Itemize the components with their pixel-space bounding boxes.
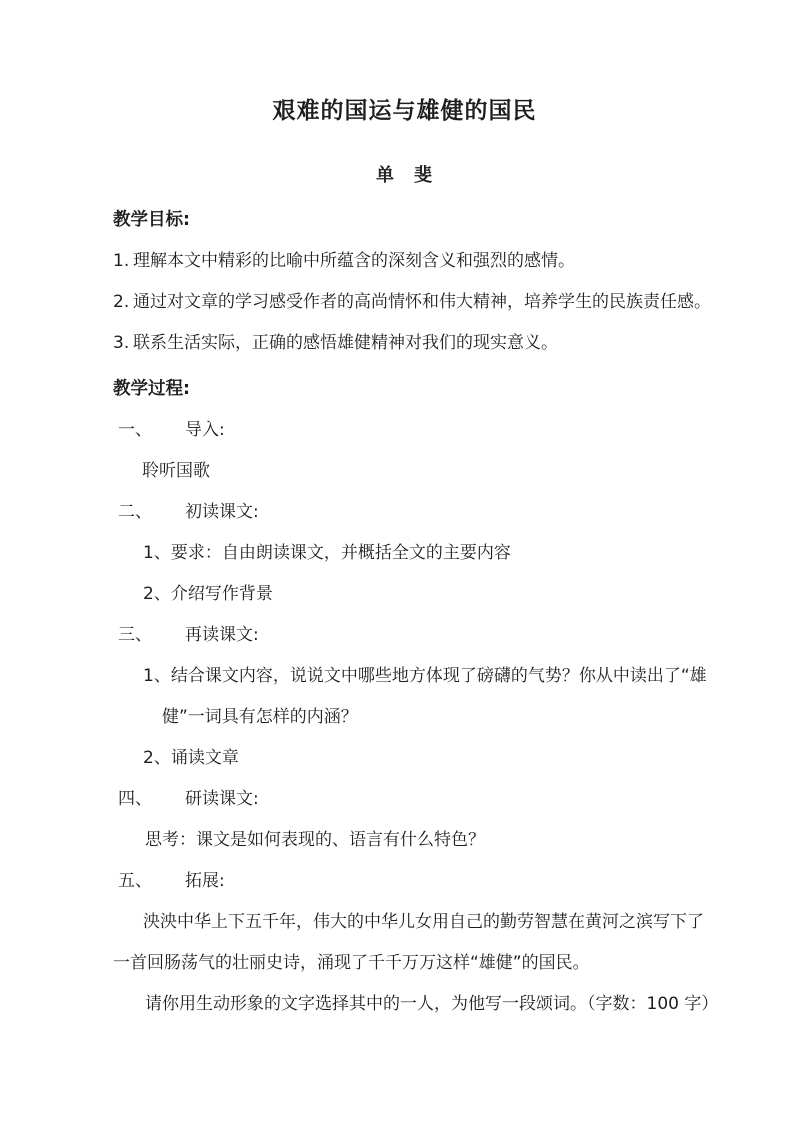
step-3-sub-1-marker: 1、 [143, 666, 171, 686]
objective-2-marker: 2. [113, 292, 130, 312]
heading-teaching-process [113, 369, 696, 410]
objective-3 [113, 323, 696, 364]
step-2-sub-1-text: 要求：自由朗读课文，并概括全文的主要内容 [170, 543, 511, 563]
step-3-sub-2-marker: 2、 [143, 748, 171, 768]
objective-3-text: 联系生活实际，正确的感悟雄健精神对我们的现实意义。 [133, 333, 558, 353]
objective-2 [113, 282, 711, 323]
extension-para-line-1-text: 泱泱中华上下五千年，伟大的中华儿女用自己的勤劳智慧在黄河之滨写下了 [143, 912, 704, 932]
step-1-label: 导入: [185, 420, 225, 440]
step-5-label: 拓展: [185, 871, 225, 891]
step-5-extension [113, 861, 696, 902]
objective-1-text: 理解本文中精彩的比喻中所蕴含的深刻含义和强烈的感情。 [133, 251, 575, 271]
step-1-intro [113, 410, 696, 451]
objective-1-marker: 1. [113, 251, 130, 271]
step-4-marker: 四、 [118, 789, 152, 809]
step-5-marker: 五、 [118, 871, 152, 891]
extension-para-line-2-text: 一首回肠荡气的壮丽史诗，涌现了千千万万这样“雄健”的国民。 [113, 953, 590, 973]
step-1-marker: 一、 [118, 420, 152, 440]
step-3-rereading [113, 615, 696, 656]
step-4-think [113, 820, 696, 861]
step-2-first-reading [113, 492, 696, 533]
step-1-content-text: 聆听国歌 [142, 461, 210, 481]
step-3-sub-1-line-1 [113, 656, 707, 697]
step-3-sub-2 [113, 738, 696, 779]
extension-para-line-2 [113, 943, 696, 984]
extension-para-line-3 [113, 984, 719, 1025]
step-3-sub-1-continued: 健”一词具有怎样的内涵？ [162, 707, 358, 727]
objective-3-marker: 3. [113, 333, 130, 353]
step-2-marker: 二、 [118, 502, 152, 522]
step-3-label: 再读课文: [185, 625, 259, 645]
objective-2-text: 通过对文章的学习感受作者的高尚情怀和伟大精神，培养学生的民族责任感。 [133, 292, 711, 312]
step-2-sub-1 [113, 533, 696, 574]
step-4-study [113, 779, 696, 820]
step-4-think-text: 思考：课文是如何表现的、语言有什么特色？ [145, 830, 485, 850]
step-2-label: 初读课文: [185, 502, 259, 522]
heading-teaching-process-text: 教学过程: [113, 379, 190, 399]
step-3-sub-1-text: 结合课文内容，说说文中哪些地方体现了磅礴的气势？你从中读出了“雄 [170, 666, 707, 686]
step-3-sub-1-line-2 [113, 697, 696, 738]
heading-teaching-goals [113, 200, 696, 241]
document-author: 单 斐 [376, 165, 433, 186]
objective-1 [113, 241, 696, 282]
extension-para-line-3-text: 请你用生动形象的文字选择其中的一人，为他写一段颂词。（字数：100 字） [145, 994, 719, 1014]
step-2-sub-2-text: 介绍写作背景 [170, 584, 273, 604]
step-3-marker: 三、 [118, 625, 152, 645]
document-title: 艰难的国运与雄健的国民 [272, 98, 537, 124]
step-2-sub-2 [113, 574, 696, 615]
step-4-label: 研读课文: [185, 789, 259, 809]
step-2-sub-1-marker: 1、 [143, 543, 171, 563]
step-1-content [113, 451, 696, 492]
heading-teaching-goals-text: 教学目标: [113, 210, 190, 230]
extension-para-line-1 [113, 902, 704, 943]
step-2-sub-2-marker: 2、 [143, 584, 171, 604]
step-3-sub-2-text: 诵读文章 [170, 748, 239, 768]
